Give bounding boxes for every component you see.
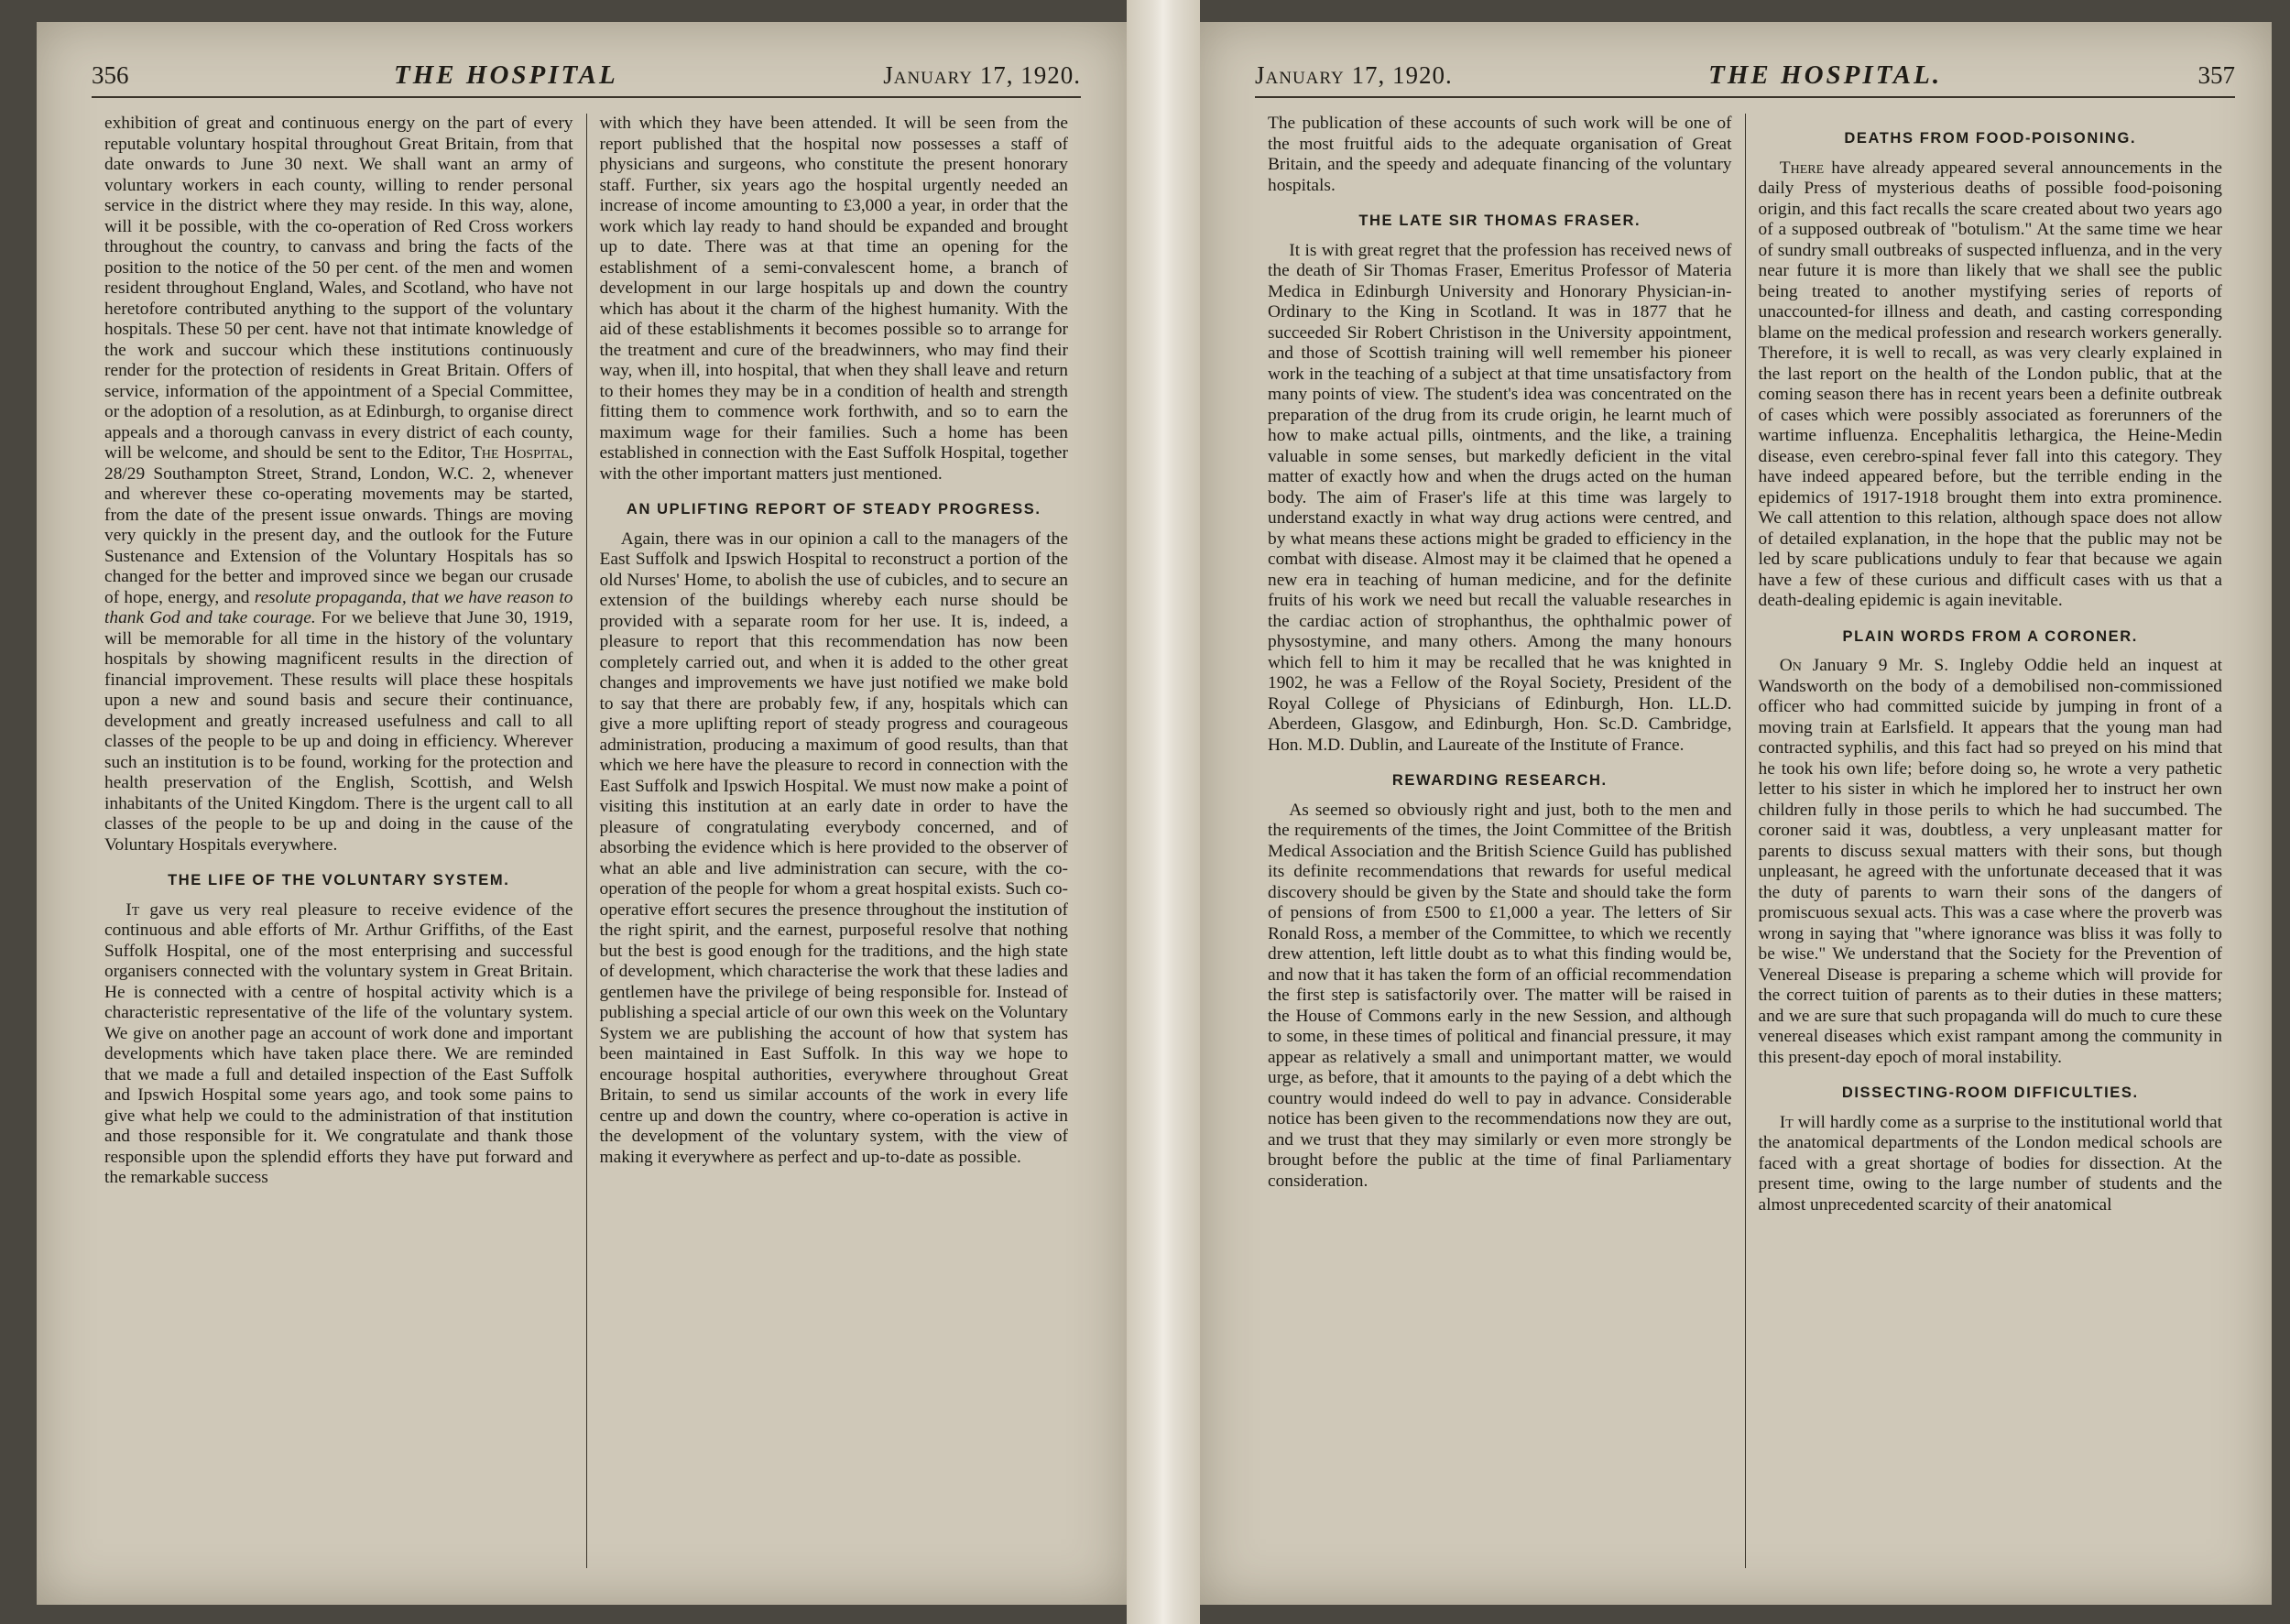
section-heading: REWARDING RESEARCH. bbox=[1391, 772, 1608, 789]
article-paragraph: It is with great regret that the profession has received news of the death of Sir Thomas Fraser, Emeritus Professor of Materia Medica in Edinburgh University and Honorary Physician-in-Ordinary to the King in Scotland. It was in 1877 that he succeeded Sir Robert Christison in the University appointment, and those of Scottish training will well remember his pioneer work in the teaching of a subject at that time unsatisfactory from many points of view. The student's idea was concentrated on the preparation of the drug from its crude origin, he learnt much of how to make actual pills, ointments, and the like, a training valuable in some senses, but markedly deficient in the vital matter of exactly how and when the drugs acted on the human body. The aim of Fraser's life at this time was largely to understand exactly in what way drug actions were centred, and by what means these actions might be graded to efficiency in the combat with disease. Almost may it be claimed that he opened a new era in teaching of human medicine, and for the definite fruits of his work we need but recall the valuable researches in the cardiac action of strophanthus, the ophthalmic power of physostymine, and many others. Among the many honours which fell to him it may be recalled that he was knighted in 1902, he was a Fellow of the Royal Society, President of the Royal College of Physicians of Edinburgh, Hon. LL.D. Aberdeen, Glasgow, and Edinburgh, Hon. Sc.D. Cambridge, Hon. M.D. Dublin, and Laureate of the Institute of France. bbox=[1268, 240, 1732, 755]
page-number: 356 bbox=[92, 61, 129, 89]
right-page bbox=[1200, 22, 2272, 1605]
column-2 bbox=[586, 114, 1082, 1568]
page-number: 357 bbox=[2197, 61, 2235, 89]
italic-phrase: resolute propaganda, that we have reason to thank God and take courage. bbox=[104, 587, 573, 627]
column-1 bbox=[92, 114, 586, 1568]
center-fold bbox=[1127, 0, 1200, 1624]
article-paragraph: It gave us very real pleasure to receive evidence of the continuous and able efforts of Mr. Arthur Griffiths, of the East Suffolk Hospital, one of the most enterprising and successful organisers connected with the voluntary system in Great Britain. He is connected with a centre of hospital activity which is a characteristic representative of the life of the voluntary system. We give on another page an account of work done and important developments which have taken place there. We are reminded that we made a full and detailed inspection of the East Suffolk and Ipswich Hospital some years ago, and took some pains to give what help we could to the administration of that institution and those responsible for it. We congratulate and thank those responsible upon the splendid efforts they have put forward and the remarkable success bbox=[104, 899, 573, 1187]
article-paragraph: There have already appeared several announcements in the daily Press of mysterious deaths of possible food-poisoning origin, and this fact recalls the scare created about two years ago of a supposed outbreak of "botulism." At the same time we hear of sundry small outbreaks of suspected influenza, and in the very near future it is more than likely that we shall see the public being treated to another mystifying series of reports of unaccounted-for illness and death, and casting corresponding blame on the medical profession and research workers generally. Therefore, it is well to recall, as was very clearly explained in the last report on the health of the London public, that at the coming season there has in recent years been a definite outbreak of cases which were possibly associated as forerunners of the wartime influenza. Encephalitis lethargica, the Heine-Medin disease, even cerebro-spinal fever fall into this category. They have indeed appeared before, but the terrible ending in the epidemics of 1917-1918 brought them into extra prominence. We call attention to this relation, although space does not allow of detailed explanation, in the hope that the public may not be led by scare publications unduly to fear that because we again have a few of these curious and difficult cases with us that a death-dealing epidemic is again inevitable. bbox=[1758, 158, 2222, 610]
section-heading: THE LATE SIR THOMAS FRASER. bbox=[1358, 213, 1641, 229]
publication-title: THE HOSPITAL bbox=[394, 60, 618, 90]
publication-title: THE HOSPITAL. bbox=[1708, 60, 1943, 90]
article-paragraph: As seemed so obviously right and just, both to the men and the requirements of the times, the Joint Committee of the British Medical Association and the British Science Guild has published its definite recommendations that rewards for useful medical discovery should be given by the State and should take the form of pensions of from £500 to £1,000 a year. The letters of Sir Ronald Ross, a member of the Committee, to which we recently drew attention, left little doubt as to what this finding would be, and now that it has taken the form of an official recommendation the first step is satisfactorily over. The matter will be raised in the House of Commons early in the new Session, and although to some, in these times of political and financial pressure, it may appear as relatively a small and unimportant matter, we would urge, as before, that it amounts to the paying of a debt which the country would indeed do well to pay in advance. Considerable notice has been given to the recommendations now they are out, and we trust that they may similarly or even more strongly be brought before the public at the time of final Parliamentary consideration. bbox=[1268, 800, 1732, 1191]
section-heading: AN UPLIFTING REPORT OF STEADY PROGRESS. bbox=[626, 501, 1041, 518]
left-page bbox=[37, 22, 1127, 1605]
issue-date: January 17, 1920. bbox=[1255, 61, 1453, 89]
editor-name: The Hospital bbox=[471, 443, 569, 463]
column-2 bbox=[1745, 114, 2236, 1568]
section-heading: DEATHS FROM FOOD-POISONING. bbox=[1844, 130, 2137, 147]
column-1 bbox=[1255, 114, 1745, 1568]
section-heading: PLAIN WORDS FROM A CORONER. bbox=[1842, 627, 2138, 645]
article-paragraph: The publication of these accounts of such work will be one of the most fruitful aids to the adequate organisation of Great Britain, and the speedy and adequate financing of the voluntary hospitals. bbox=[1268, 114, 1732, 195]
article-paragraph: with which they have been attended. It will be seen from the report published that the hospital now possesses a staff of physicians and surgeons, who constitute the present honorary staff. Further, six years ago the hospital urgently needed an increase of income amounting to £3,000 a year, in order that the work which lay ready to hand should be expanded and brought up to date. There was at that time an opening for the establishment of a semi-convalescent home, a branch of development in our large hospitals up and down the country which has about it the charm of the highest humanity. With the aid of these establishments it becomes possible so to arrange for the treatment and cure of the breadwinners, who may find their way, when ill, into hospital, that when they shall leave and return to their homes they may be in a condition of health and strength fitting them to commence work forthwith, and so to earn the maximum wage for their families. Such a home has been established in connection with the East Suffolk Hospital, together with the other important matters just mentioned. bbox=[599, 114, 1068, 484]
article-paragraph: Again, there was in our opinion a call to the managers of the East Suffolk and Ipswich Hospital to reconstruct a portion of the old Nurses' Home, to abolish the use of cubicles, and to secure an extension of the buildings whereby each nurse should be provided with a separate room for her use. It is, indeed, a pleasure to report that this recommendation has now been completely carried out, and when it is added to the other great changes and improvements we have just notified we make bold to say that there are probably few, if any, hospitals which can give a more uplifting report of steady progress and courageous administration, producing a maximum of good results, than that which we here have the pleasure to record in connection with the East Suffolk and Ipswich Hospital. We must now make a point of visiting this institution at an early date in order to have the pleasure of congratulating everybody concerned, and of absorbing the evidence which is here provided to the observer of what an able and live administration can secure, with the co-operation of the people for whom a great hospital exists. Such co-operative effort secures the presence throughout the institution of the right spirit, and the earnest, purposeful resolve that nothing but the best is good enough for the traditions, and the high state of development, which characterise the work that these ladies and gentlemen have the privilege of being responsible for. Instead of publishing a special article of our own this week on the Voluntary System we are publishing the account of how that system has been maintained in East Suffolk. In this way we hope to encourage hospital authorities, everywhere throughout Great Britain, to send us similar accounts of the work in every life centre up and down the country, where co-operation is active in the development of the voluntary system, with the view of making it everywhere as perfect and up-to-date as possible. bbox=[599, 529, 1068, 1167]
article-paragraph: It will hardly come as a surprise to the institutional world that the anatomical departments of the London medical schools are faced with a great shortage of bodies for dissection. At the present time, owing to the large number of students and the almost unprecedented scarcity of their anatomical bbox=[1758, 1112, 2222, 1215]
right-columns bbox=[1255, 114, 2235, 1568]
running-head-left bbox=[92, 60, 1081, 98]
issue-date: January 17, 1920. bbox=[883, 61, 1081, 89]
running-head-right bbox=[1255, 60, 2235, 98]
section-heading: DISSECTING-ROOM DIFFICULTIES. bbox=[1841, 1084, 2139, 1101]
left-columns bbox=[92, 114, 1081, 1568]
article-paragraph: exhibition of great and continuous energy on the part of every reputable voluntary hospital throughout Great Britain, from that date onwards to June 30 next. We shall want an army of voluntary workers in each county, willing to render personal service in the district where they may reside. In this way, alone, will it be possible, with the co-operation of Red Cross workers throughout the country, to canvass and bring the facts of the position to the notice of the 50 per cent. of the men and women resident throughout England, Wales, and Scotland, who have not heretofore contributed anything to the support of the voluntary hospitals. These 50 per cent. have not that intimate knowledge of the work and succour which these institutions continuously render for the protection of residents in Great Britain. Offers of service, information of the appointment of a Special Committee, or the adoption of a resolution, as at Edinburgh, to organise direct appeals and a thorough canvass in every district of each county, will be welcome, and should be sent to the Editor, The Hospital, 28/29 Southampton Street, Strand, London, W.C. 2, whenever and wherever these co-operating movements may be started, from the date of the present issue onwards. Things are moving very quickly in the present day, and the outlook for the Future Sustenance and Extension of the Voluntary Hospitals has so changed for the better and improved since we began our crusade of hope, energy, and resolute propaganda, that we have reason to thank God and take courage. For we believe that June 30, 1919, will be memorable for all time in the history of the voluntary hospitals by showing magnificent results in the direction of financial improvement. These results will place these hospitals upon a new and sound basis and secure their continuance, development and greatly increased usefulness and call to all classes of the people to be up and doing in efficiency. Wherever such an institution is to be found, working for the protection and health preservation of the English, Scottish, and Welsh inhabitants of the United Kingdom. There is the urgent call to all classes of the people to be up and doing in the cause of the Voluntary Hospitals everywhere. bbox=[104, 114, 573, 855]
section-heading: THE LIFE OF THE VOLUNTARY SYSTEM. bbox=[168, 872, 510, 888]
article-paragraph: On January 9 Mr. S. Ingleby Oddie held an inquest at Wandsworth on the body of a demobilised non-commissioned officer who had committed suicide by jumping in front of a moving train at Earlsfield. It appears that the young man had contracted syphilis, and this fact had so preyed on his mind that he took his own life; before doing so, he wrote a very pathetic letter to his sister in which he implored her to instruct her own children fully in those perils to which he had succumbed. The coroner said it was, doubtless, a very unpleasant matter for parents to discuss sexual matters with their sons, but though unpleasant, he agreed with the unfortunate deceased that it was the duty of parents to warn their sons of the dangers of promiscuous sexual acts. This was a case where the proverb was wrong in saying that "where ignorance was bliss it was folly to be wise." We understand that the Society for the Prevention of Venereal Disease is preparing a scheme which will provide for the correct tuition of parents as to their duties in these matters; and we are sure that such propaganda will do much to cure these venereal diseases which exist rampant among the community in this present-day epoch of moral instability. bbox=[1758, 656, 2222, 1067]
